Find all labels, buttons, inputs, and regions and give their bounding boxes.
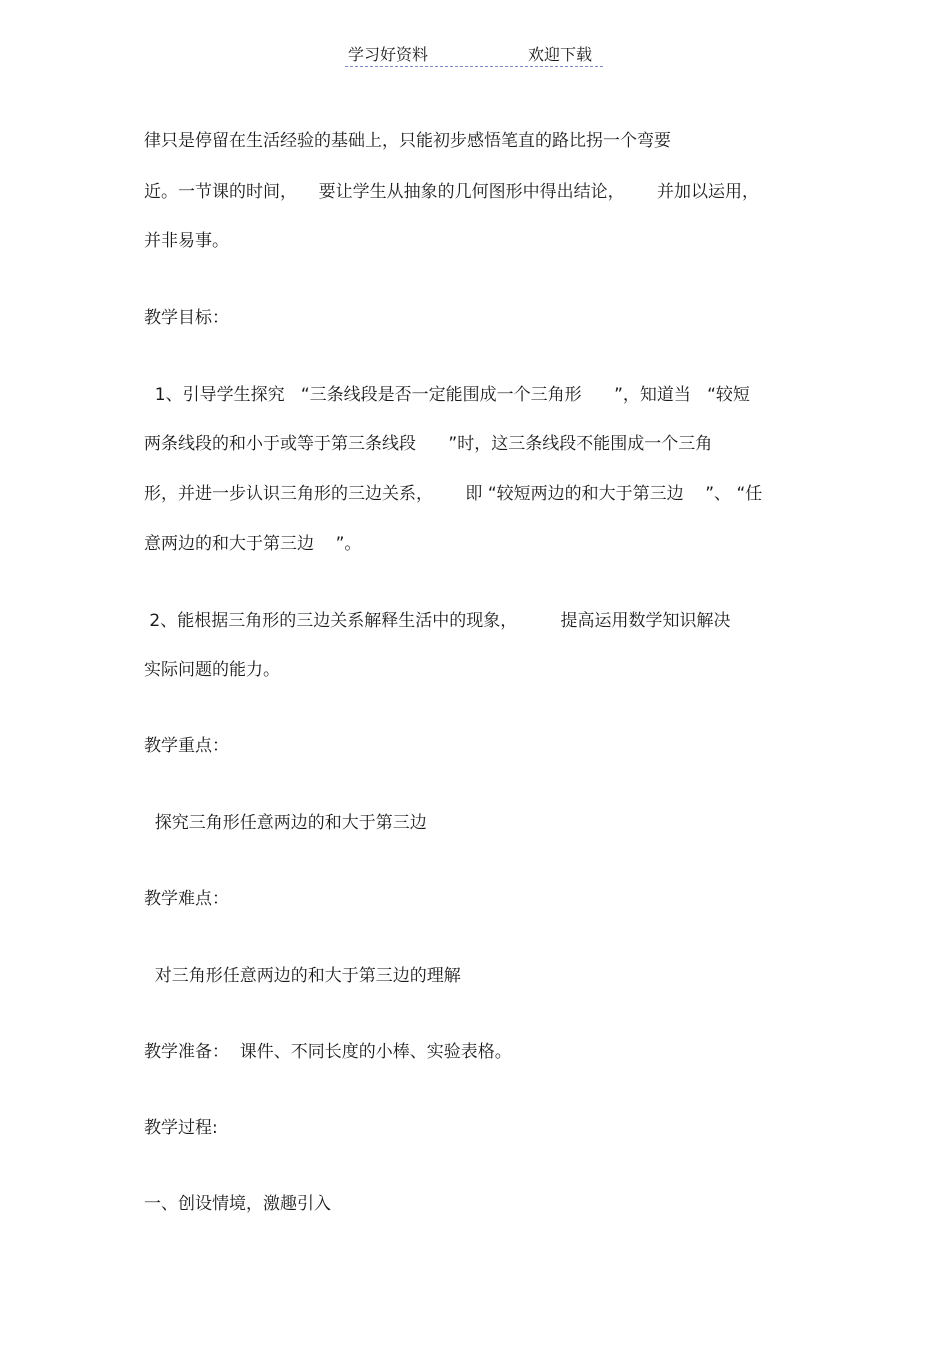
text-line: 1、引导学生探究 “三条线段是否一定能围成一个三角形 ”，知道当 “较短 — [144, 385, 750, 405]
section-heading-process: 教学过程: — [144, 1118, 218, 1138]
section-heading-preparation: 教学准备： 课件、不同长度的小棒、实验表格。 — [144, 1042, 512, 1062]
text-line: 实际问题的能力。 — [144, 660, 280, 680]
text-line: 并非易事。 — [144, 231, 229, 251]
header-right-text: 欢迎下载 — [528, 45, 593, 64]
text-line: 意两边的和大于第三边 ”。 — [144, 534, 362, 554]
text-line: 近。一节课的时间， 要让学生从抽象的几何图形中得出结论， 并加以运用， — [144, 182, 760, 202]
text-line: 律只是停留在生活经验的基础上，只能初步感悟笔直的路比拐一个弯要 — [144, 131, 671, 151]
section-heading-step-one: 一、创设情境，激趣引入 — [144, 1194, 331, 1214]
section-heading-difficulties: 教学难点： — [144, 889, 229, 909]
text-line: 2、能根据三角形的三边关系解释生活中的现象， 提高运用数学知识解决 — [144, 611, 731, 631]
header-left-text: 学习好资料 — [348, 45, 429, 64]
text-line: 两条线段的和小于或等于第三条线段 ”时，这三条线段不能围成一个三角 — [144, 434, 713, 454]
text-line: 探究三角形任意两边的和大于第三边 — [144, 813, 427, 833]
text-line: 形，并进一步认识三角形的三边关系， 即 “较短两边的和大于第三边 ”、 “任 — [144, 484, 763, 504]
page-header — [345, 40, 603, 67]
section-heading-key-points: 教学重点： — [144, 736, 229, 756]
text-line: 对三角形任意两边的和大于第三边的理解 — [144, 966, 461, 986]
section-heading-objectives: 教学目标： — [144, 308, 229, 328]
